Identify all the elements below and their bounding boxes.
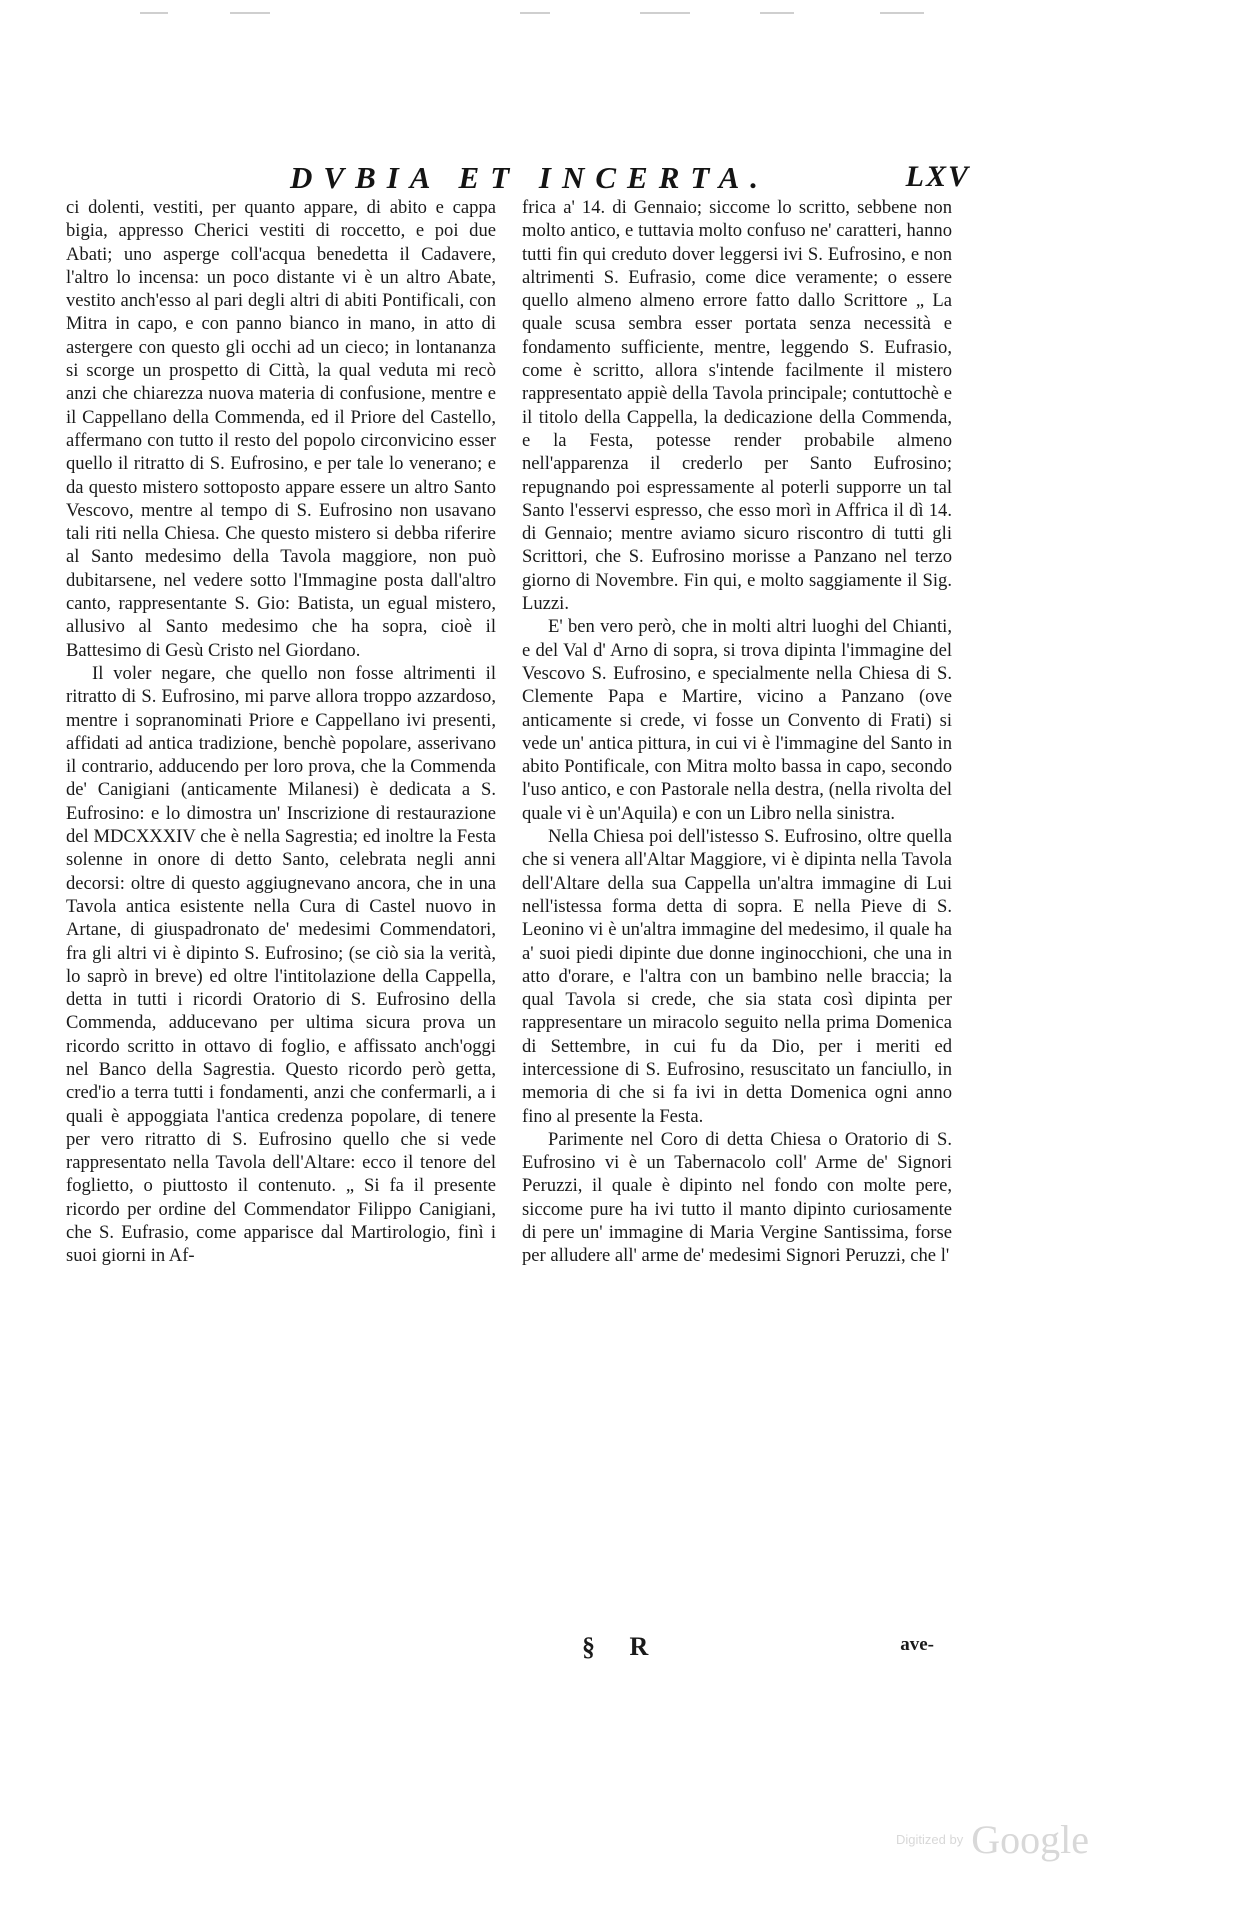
signature-mark: § R [582, 1632, 663, 1661]
google-logo: Google [971, 1817, 1089, 1862]
running-title: DVBIA ET INCERTA. [290, 160, 770, 195]
left-column [66, 196, 496, 1268]
left-paragraph-2: Il voler negare, che quello non fosse altrimenti il ritratto di S. Eufrosino, mi parve allora troppo azzardoso, mentre i sopranominati Priore e Cappellano ivi presenti, affidati ad antica tradizione, benchè popolare, asserivano il contrario, adducendo per loro prova, che la Commenda de' Canigiani (anticamente Milanesi) è dedicata a S. Eufrosino: e lo dimostra un' Inscrizione di restaurazione del MDCXXXIV che è nella Sagrestia; ed inoltre la Festa solenne in onore di detto Santo, celebrata negli anni decorsi: oltre di questo aggiugnevano ancora, che in una Tavola antica esistente nella Cura di Castel nuovo in Artane, di giuspadronato de' medesimi Commendatori, fra gli altri vi è dipinto S. Eufrosino; (se ciò sia la verità, lo saprò in breve) ed oltre l'intitolazione della Cappella, detta in tutti i ricordi Oratorio di S. Eufrosino della Commenda, adducevano per ultima sicura prova un ricordo scritto in ottavo di foglio, e affissato anch'oggi nel Banco della Sagrestia. Questo ricordo però getta, cred'io a terra tutti i fondamenti, anzi che confermarli, a i quali è appoggiata l'antica credenza popolare, di tenere per vero ritratto di S. Eufrosino quello che si vede rappresentato nella Tavola dell'Altare: ecco il tenore del foglietto, o piuttosto il contenuto. „ Si fa il presente ricordo per ordine del Commendator Filippo Canigiani, che S. Eufrasio, come apparisce dal Martirologio, finì i suoi giorni in Af- [66, 662, 496, 1267]
right-paragraph-1: frica a' 14. di Gennaio; siccome lo scritto, sebbene non molto antico, e tuttavia molto confuso ne' caratteri, hanno tutti fin qui creduto dover leggersi ivi S. Eufrosino, e non altrimenti S. Eufrasio, come dice veramente; o essere quello almeno almeno errore fatto dallo Scrittore „ La quale scusa sembra esser portata senza necessità e fondamento sufficiente, mentre, leggendo S. Eufrasio, come è scritto, allora s'intende facilmente il mistero rappresentato appiè della Tavola principale; contuttochè e il titolo della Cappella, la dedicazione della Commenda, e la Festa, potesse render probabile almeno nell'apparenza il crederlo per Santo Eufrosino; repugnando poi espressamente al poterli supporre un tal Santo l'esservi espresso, che esso morì in Affrica il dì 14. di Gennaio; mentre aviamo sicuro riscontro di tutti gli Scrittori, che S. Eufrosino morisse a Panzano nel terzo giorno di Novembre. Fin qui, e molto saggiamente il Sig. Luzzi. [522, 197, 952, 615]
scan-dash [230, 12, 270, 14]
left-paragraph-1: ci dolenti, vestiti, per quanto appare, di abito e cappa bigia, appresso Cherici vestiti di roccetto, e poi due Abati; uno asperge coll'acqua benedetta il Cadavere, l'altro lo incensa: un poco distante vi è un altro Abate, vestito anch'esso al pari degli altri di abiti Pontificali, con Mitra in capo, e con panno bianco in mano, in atto di astergere con questo gli occhi ad un cieco; in lontananza si scorge un prospetto di Città, la qual veduta mi recò anzi che chiarezza nuova materia di confusione, mentre e il Cappellano della Commenda, ed il Priore del Castello, affermano con tutto il resto del popolo circonvicino esser quello il ritratto di S. Eufrosino, e per tale lo venerano; e da questo mistero sottoposto appare essere un altro Santo Vescovo, mentre al tempo di S. Eufrosino non usavano tali riti nella Chiesa. Che questo mistero si debba riferire al Santo medesimo della Tavola maggiore, non può dubitarsene, nel vedere sotto l'Immagine posta dall'altro canto, rappresentante S. Gio: Batista, un egual mistero, allusivo al Santo medesimo che ha sopra, cioè il Battesimo di Gesù Cristo nel Giordano. [66, 197, 496, 661]
right-column [522, 196, 952, 1268]
scan-dash [520, 12, 550, 14]
digitized-watermark [896, 1816, 1156, 1864]
scan-dash [640, 12, 690, 14]
running-head [290, 160, 970, 194]
right-paragraph-4: Parimente nel Coro di detta Chiesa o Oratorio di S. Eufrosino vi è un Tabernacolo coll' Arme de' Signori Peruzzi, il quale è dipinto nel fondo con molte pere, siccome pure ha ivi tutto il manto dipinto curiosamente di pere un' immagine di Maria Vergine Santissima, forse per alludere all' arme de' medesimi Signori Peruzzi, che l' [522, 1128, 952, 1267]
page-footer [522, 1632, 952, 1662]
catchword: ave- [900, 1634, 934, 1655]
scan-dash [140, 12, 168, 14]
scan-edge-noise [0, 0, 1252, 40]
scan-dash [760, 12, 794, 14]
page-number: LXV [905, 160, 970, 193]
right-paragraph-3: Nella Chiesa poi dell'istesso S. Eufrosino, oltre quella che si venera all'Altar Maggiore, vi è dipinta nella Tavola dell'Altare della sua Cappella un'altra immagine di Lui nell'istessa forma detta di sopra. E nella Pieve di S. Leonino vi è un'altra immagine del medesimo, il quale ha a' suoi piedi dipinte due donne inginocchioni, che una in atto d'orare, e l'altra con un bambino nelle braccia; la qual Tavola si crede, che sia stata così dipinta per rappresentare un miracolo seguito nella prima Domenica di Settembre, in cui fu da Dio, per i meriti ed intercessione di S. Eufrosino, resuscitato un fanciullo, in memoria di che si fa ivi in detta Domenica ogni anno fino al presente la Festa. [522, 826, 952, 1127]
watermark-prefix: Digitized by [896, 1832, 964, 1847]
scan-dash [880, 12, 924, 14]
right-paragraph-2: E' ben vero però, che in molti altri luoghi del Chianti, e del Val d' Arno di sopra, si trova dipinta l'immagine del Vescovo S. Eufrosino, e specialmente nella Chiesa di S. Clemente Papa e Martire, vicino a Panzano (ove anticamente si crede, vi fosse un Convento di Frati) si vede un' antica pittura, in cui vi è l'immagine del Santo in abito Pontificale, con Mitra molto bassa in capo, secondo l'uso antico, e con Pastorale nella destra, (nella rivolta del quale vi è un'Aquila) e con un Libro nella sinistra. [522, 616, 952, 824]
